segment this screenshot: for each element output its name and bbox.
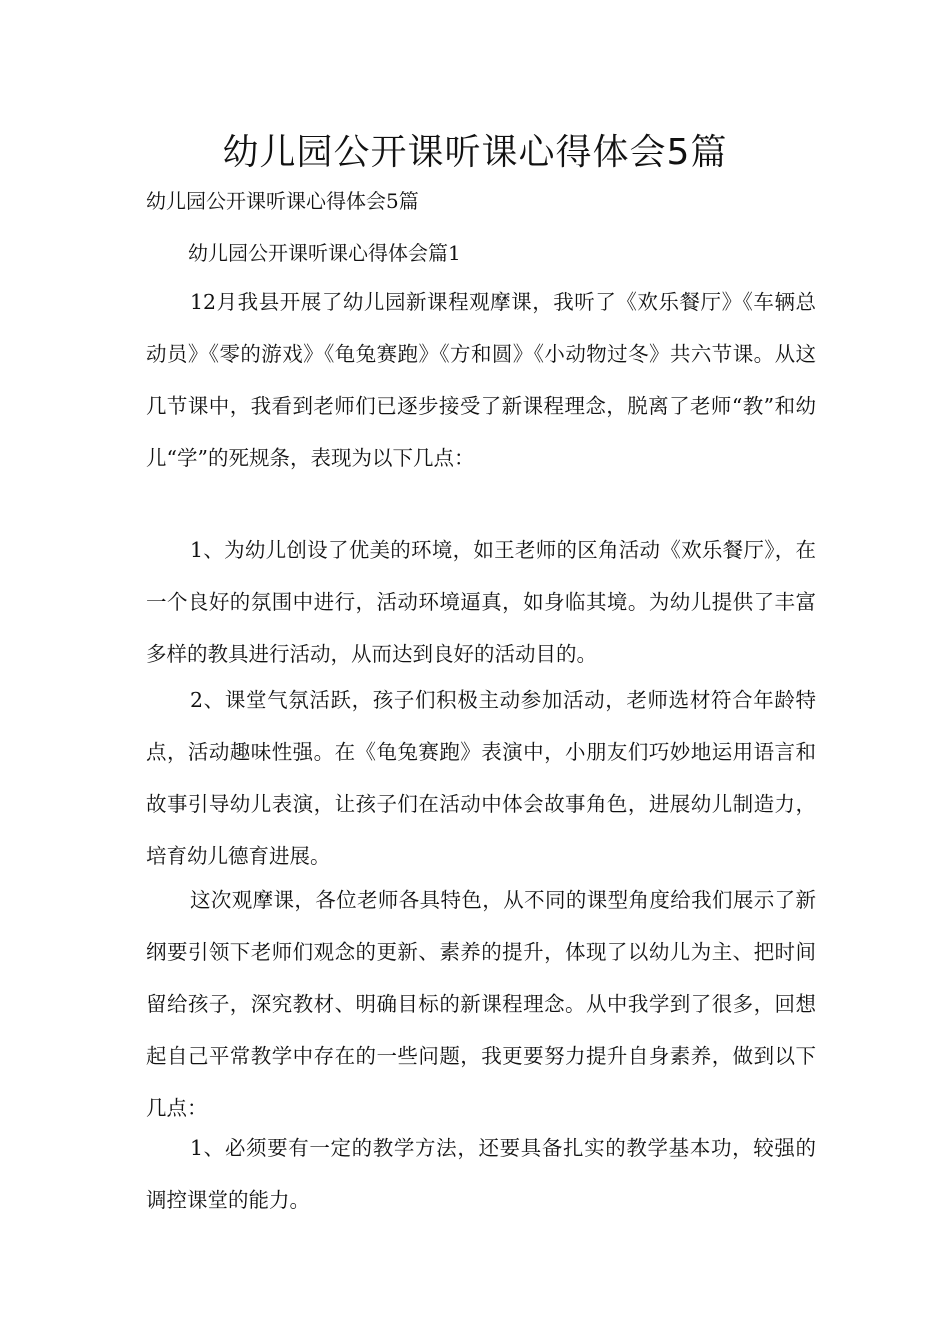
document-title: 幼儿园公开课听课心得体会5篇 <box>222 132 728 173</box>
paragraph-3: 2、课堂气氛活跃，孩子们积极主动参加活动，老师选材符合年龄特点，活动趣味性强。在《龟兔赛跑》表演中，小朋友们巧妙地运用语言和故事引导幼儿表演，让孩子们在活动中体会故事角色，进展幼儿制造力，培育幼儿德育进展。 <box>146 688 816 868</box>
paragraph-2: 1、为幼儿创设了优美的环境，如王老师的区角活动《欢乐餐厅》，在一个良好的氛围中进行，活动环境逼真，如身临其境。为幼儿提供了丰富多样的教具进行活动，从而达到良好的活动目的。 <box>146 538 816 666</box>
section-heading: 幼儿园公开课听课心得体会篇1 <box>188 241 461 265</box>
document-subtitle: 幼儿园公开课听课心得体会5篇 <box>146 189 419 213</box>
paragraph-1: 12月我县开展了幼儿园新课程观摩课，我听了《欢乐餐厅》《车辆总动员》《零的游戏》《龟兔赛跑》《方和圆》《小动物过冬》共六节课。从这几节课中，我看到老师们已逐步接受了新课程理念，脱离了老师“教”和幼儿“学”的死规条，表现为以下几点： <box>146 290 816 470</box>
paragraph-5: 1、必须要有一定的教学方法，还要具备扎实的教学基本功，较强的调控课堂的能力。 <box>146 1136 816 1212</box>
paragraph-4: 这次观摩课，各位老师各具特色，从不同的课型角度给我们展示了新纲要引领下老师们观念的更新、素养的提升，体现了以幼儿为主、把时间留给孩子，深究教材、明确目标的新课程理念。从中我学到了很多，回想起自己平常教学中存在的一些问题，我更要努力提升自身素养，做到以下几点： <box>146 888 816 1120</box>
